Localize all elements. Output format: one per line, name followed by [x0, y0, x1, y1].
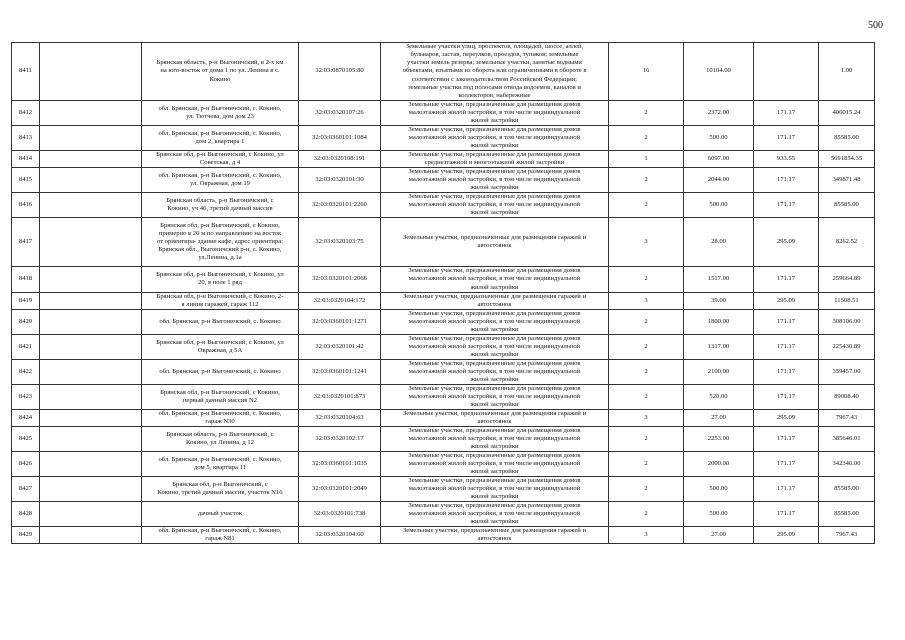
table-row: [12, 292, 875, 309]
row-number: 8429: [12, 527, 40, 544]
group-cell: 2: [609, 168, 684, 193]
area-cell: 2000.00: [684, 452, 754, 477]
address-cell: Брянская обл, р-н Выгоничский, с Кокино, ул 20, в поле 1 ряд: [142, 267, 299, 292]
row-number: 8416: [12, 193, 40, 218]
table-row: [12, 477, 875, 502]
group-cell: 2: [609, 359, 684, 384]
area-cell: 27.00: [684, 527, 754, 544]
group-cell: 2: [609, 427, 684, 452]
empty-cell: [40, 151, 142, 168]
empty-cell: [40, 409, 142, 426]
land-use-cell: Земельные участки, предназначенные для размещения домов малоэтажной жилой застройки, в том числе индивидуальной жилой застройки: [381, 477, 609, 502]
rate-cell: [754, 43, 819, 101]
rate-cell: 171.17: [754, 427, 819, 452]
empty-cell: [40, 168, 142, 193]
group-cell: 2: [609, 309, 684, 334]
land-use-cell: Земельные участки, предназначенные для размещения домов малоэтажной жилой застройки, в том числе индивидуальной жилой застройки: [381, 359, 609, 384]
rate-cell: 171.17: [754, 193, 819, 218]
cadastral-number-cell: 32:03:0360101:1084: [299, 126, 381, 151]
cadastral-number-cell: 32:03:0320104:60: [299, 527, 381, 544]
row-number: 8427: [12, 477, 40, 502]
land-use-cell: Земельные участки, предназначенные для размещения домов малоэтажной жилой застройки, в том числе индивидуальной жилой застройки: [381, 502, 609, 527]
cadastral-value-cell: 7967.43: [819, 527, 875, 544]
group-cell: 2: [609, 452, 684, 477]
area-cell: 2100.00: [684, 359, 754, 384]
table-row: [12, 218, 875, 267]
cadastral-value-cell: 349871.48: [819, 168, 875, 193]
table-row: [12, 452, 875, 477]
table-row: [12, 43, 875, 101]
cadastral-number-cell: 32:03:0360101:1241: [299, 359, 381, 384]
rate-cell: 295.09: [754, 292, 819, 309]
land-use-cell: Земельные участки, предназначенные для размещения домов среднеэтажной и многоэтажной жилой застройки: [381, 151, 609, 168]
address-cell: Брянская область, р-н Выгоничский, в 2-х км на юго-восток от дома 1 по ул. Ленина в с. Кокино: [142, 43, 299, 101]
cadastral-value-cell: 85585.00: [819, 502, 875, 527]
empty-cell: [40, 218, 142, 267]
land-registry-table: [11, 42, 875, 544]
table-row: [12, 101, 875, 126]
cadastral-number-cell: 32:03:0360101:1271: [299, 309, 381, 334]
group-cell: 2: [609, 477, 684, 502]
area-cell: 500.00: [684, 477, 754, 502]
empty-cell: [40, 193, 142, 218]
rate-cell: 295.09: [754, 218, 819, 267]
area-cell: 2372.00: [684, 101, 754, 126]
cadastral-number-cell: 32:03:0320101:873: [299, 384, 381, 409]
empty-cell: [40, 101, 142, 126]
address-cell: обл. Брянская, р-н Выгоничский, с. Кокино, ул. Овражная, дом 19: [142, 168, 299, 193]
rate-cell: 171.17: [754, 334, 819, 359]
land-use-cell: Земельные участки, предназначенные для размещения гаражей и автостоянок: [381, 218, 609, 267]
table-row: [12, 359, 875, 384]
land-use-cell: Земельные участки, предназначенные для размещения гаражей и автостоянок: [381, 409, 609, 426]
land-use-cell: Земельные участки, предназначенные для размещения гаражей и автостоянок: [381, 292, 609, 309]
cadastral-value-cell: 342340.00: [819, 452, 875, 477]
area-cell: 28.00: [684, 218, 754, 267]
row-number: 8417: [12, 218, 40, 267]
address-cell: обл. Брянская, р-н Выгоничский, с. Кокино: [142, 309, 299, 334]
group-cell: 2: [609, 267, 684, 292]
group-cell: 16: [609, 43, 684, 101]
rate-cell: 171.17: [754, 359, 819, 384]
land-use-cell: Земельные участки, предназначенные для размещения домов малоэтажной жилой застройки, в том числе индивидуальной жилой застройки: [381, 168, 609, 193]
row-number: 8421: [12, 334, 40, 359]
address-cell: Брянская обл, р-н Выгоничский, с Кокино, третий дачный массив, участок N16: [142, 477, 299, 502]
row-number: 8423: [12, 384, 40, 409]
empty-cell: [40, 359, 142, 384]
area-cell: 2044.00: [684, 168, 754, 193]
row-number: 8412: [12, 101, 40, 126]
cadastral-value-cell: 8262.52: [819, 218, 875, 267]
address-cell: Брянская обл, р-н Выгоничский, с Кокино, ул Советская, д 4: [142, 151, 299, 168]
rate-cell: 295.09: [754, 527, 819, 544]
land-use-cell: Земельные участки, предназначенные для размещения гаражей и автостоянок: [381, 527, 609, 544]
row-number: 8428: [12, 502, 40, 527]
cadastral-value-cell: 89008.40: [819, 384, 875, 409]
table-row: [12, 384, 875, 409]
cadastral-number-cell: 32:03:0320101:2049: [299, 477, 381, 502]
address-cell: Брянская область, р-н Выгоничский, с Кокино, уч 46, третий дачный массив: [142, 193, 299, 218]
address-cell: дачный участок: [142, 502, 299, 527]
table-body: [12, 43, 875, 544]
cadastral-value-cell: 85585.00: [819, 477, 875, 502]
cadastral-number-cell: 32:03:0870105:80: [299, 43, 381, 101]
table-row: [12, 151, 875, 168]
address-cell: обл. Брянская, р-н Выгоничский, с. Кокино: [142, 359, 299, 384]
area-cell: 2253.00: [684, 427, 754, 452]
empty-cell: [40, 527, 142, 544]
rate-cell: 171.17: [754, 502, 819, 527]
empty-cell: [40, 384, 142, 409]
land-use-cell: Земельные участки улиц, проспектов, площадей, шоссе, аллей, бульваров, застав, переулков, проездов, тупиков; земельные участки земель резерва; земельные участки, занятые водными объектами, изъятыми из оборота или ограниченными в обороте в соответствии с законодательством Российской Федерации; земельные участки под полосами отвода водоемов, каналов и коллекторов, набережные: [381, 43, 609, 101]
area-cell: 500.00: [684, 502, 754, 527]
area-cell: 500.00: [684, 126, 754, 151]
address-cell: Брянская обл, р-н Выгоничский, с Кокино, первый дачный массив N2: [142, 384, 299, 409]
group-cell: 3: [609, 292, 684, 309]
group-cell: 3: [609, 409, 684, 426]
table-row: [12, 309, 875, 334]
land-use-cell: Земельные участки, предназначенные для размещения домов малоэтажной жилой застройки, в том числе индивидуальной жилой застройки: [381, 101, 609, 126]
row-number: 8419: [12, 292, 40, 309]
cadastral-number-cell: 32:03:0360101:1035: [299, 452, 381, 477]
table-row: [12, 527, 875, 544]
cadastral-number-cell: 32:03:0320102:17: [299, 427, 381, 452]
group-cell: 3: [609, 218, 684, 267]
area-cell: 1517.00: [684, 267, 754, 292]
table-row: [12, 502, 875, 527]
cadastral-number-cell: 32:03:0320101:42: [299, 334, 381, 359]
cadastral-value-cell: 308106.00: [819, 309, 875, 334]
address-cell: обл. Брянская, р-н Выгоничский, с. Кокино, ул. Тютчева, дом дом 23: [142, 101, 299, 126]
group-cell: 2: [609, 502, 684, 527]
empty-cell: [40, 334, 142, 359]
row-number: 8418: [12, 267, 40, 292]
empty-cell: [40, 267, 142, 292]
table-row: [12, 168, 875, 193]
group-cell: 2: [609, 193, 684, 218]
land-use-cell: Земельные участки, предназначенные для размещения домов малоэтажной жилой застройки, в том числе индивидуальной жилой застройки: [381, 427, 609, 452]
rate-cell: 171.17: [754, 477, 819, 502]
empty-cell: [40, 309, 142, 334]
rate-cell: 171.17: [754, 309, 819, 334]
table-row: [12, 267, 875, 292]
area-cell: 6097.00: [684, 151, 754, 168]
rate-cell: 171.17: [754, 384, 819, 409]
cadastral-number-cell: 32:03:0320108:191: [299, 151, 381, 168]
cadastral-value-cell: 7967.43: [819, 409, 875, 426]
cadastral-value-cell: 5691854.35: [819, 151, 875, 168]
row-number: 8426: [12, 452, 40, 477]
table-row: [12, 126, 875, 151]
area-cell: 1800.00: [684, 309, 754, 334]
cadastral-number-cell: 32:03:0320103:75: [299, 218, 381, 267]
land-use-cell: Земельные участки, предназначенные для размещения домов малоэтажной жилой застройки, в том числе индивидуальной жилой застройки: [381, 309, 609, 334]
area-cell: 520.00: [684, 384, 754, 409]
land-use-cell: Земельные участки, предназначенные для размещения домов малоэтажной жилой застройки, в том числе индивидуальной жилой застройки: [381, 384, 609, 409]
table-row: [12, 334, 875, 359]
cadastral-value-cell: 385646.01: [819, 427, 875, 452]
area-cell: 27.00: [684, 409, 754, 426]
address-cell: Брянская область, р-н Выгоничский, с Кокино, ул Ленина, д 12: [142, 427, 299, 452]
cadastral-value-cell: 11508.51: [819, 292, 875, 309]
empty-cell: [40, 477, 142, 502]
cadastral-number-cell: 32:03:0320107:26: [299, 101, 381, 126]
address-cell: Брянская обл, р-н Выгоничский, с Кокино, примерно в 20 м по направлению на восток от ориентира- здание кафе, адрес ориентира: Брянская обл., Выгоничский р-н, с. Кокино, ул.Ленина, д.1а: [142, 218, 299, 267]
cadastral-value-cell: 85585.00: [819, 193, 875, 218]
empty-cell: [40, 292, 142, 309]
row-number: 8425: [12, 427, 40, 452]
group-cell: 1: [609, 151, 684, 168]
address-cell: обл. Брянская, р-н Выгоничский, с. Кокино, гараж N81: [142, 527, 299, 544]
row-number: 8422: [12, 359, 40, 384]
table-row: [12, 409, 875, 426]
rate-cell: 171.17: [754, 101, 819, 126]
cadastral-number-cell: 32:03:0320101:30: [299, 168, 381, 193]
area-cell: 500.00: [684, 193, 754, 218]
empty-cell: [40, 126, 142, 151]
group-cell: 2: [609, 126, 684, 151]
empty-cell: [40, 43, 142, 101]
cadastral-number-cell: 32:03:0320101:2260: [299, 193, 381, 218]
table-row: [12, 427, 875, 452]
land-use-cell: Земельные участки, предназначенные для размещения домов малоэтажной жилой застройки, в том числе индивидуальной жилой застройки: [381, 334, 609, 359]
address-cell: обл. Брянская, р-н Выгоничский, с. Кокино, дом 5, квартира 11: [142, 452, 299, 477]
rate-cell: 171.17: [754, 267, 819, 292]
address-cell: Брянская обл, р-н Выгоничский, с Кокино, 2- я линия гаражей, гараж 112: [142, 292, 299, 309]
land-use-cell: Земельные участки, предназначенные для размещения домов малоэтажной жилой застройки, в том числе индивидуальной жилой застройки: [381, 267, 609, 292]
rate-cell: 171.17: [754, 168, 819, 193]
land-use-cell: Земельные участки, предназначенные для размещения домов малоэтажной жилой застройки, в том числе индивидуальной жилой застройки: [381, 126, 609, 151]
row-number: 8415: [12, 168, 40, 193]
rate-cell: 171.17: [754, 452, 819, 477]
land-use-cell: Земельные участки, предназначенные для размещения домов малоэтажной жилой застройки, в том числе индивидуальной жилой застройки: [381, 193, 609, 218]
empty-cell: [40, 452, 142, 477]
group-cell: 2: [609, 384, 684, 409]
rate-cell: 295.09: [754, 409, 819, 426]
row-number: 8424: [12, 409, 40, 426]
cadastral-number-cell: 32:03:0320101:738: [299, 502, 381, 527]
page-number: 500: [868, 20, 883, 31]
cadastral-number-cell: 32:03:0320104:172: [299, 292, 381, 309]
area-cell: 1317.00: [684, 334, 754, 359]
cadastral-value-cell: 225430.89: [819, 334, 875, 359]
area-cell: 39.00: [684, 292, 754, 309]
cadastral-value-cell: 1.00: [819, 43, 875, 101]
address-cell: Брянская обл, р-н Выгоничский, с Кокино, ул Овражная, д 5А: [142, 334, 299, 359]
group-cell: 2: [609, 334, 684, 359]
row-number: 8414: [12, 151, 40, 168]
group-cell: 3: [609, 527, 684, 544]
address-cell: обл. Брянская, р-н Выгоничский, с. Кокино, дом 2, квартира 1: [142, 126, 299, 151]
empty-cell: [40, 502, 142, 527]
cadastral-value-cell: 259664.89: [819, 267, 875, 292]
rate-cell: 933.55: [754, 151, 819, 168]
table-row: [12, 193, 875, 218]
cadastral-value-cell: 406015.24: [819, 101, 875, 126]
cadastral-value-cell: 85585.00: [819, 126, 875, 151]
cadastral-number-cell: 32:03:0320104:63: [299, 409, 381, 426]
group-cell: 2: [609, 101, 684, 126]
row-number: 8413: [12, 126, 40, 151]
area-cell: 10104.00: [684, 43, 754, 101]
cadastral-number-cell: 32:03:0320101:2066: [299, 267, 381, 292]
cadastral-value-cell: 359457.00: [819, 359, 875, 384]
row-number: 8420: [12, 309, 40, 334]
address-cell: обл. Брянская, р-н Выгоничский, с. Кокино, гараж N30: [142, 409, 299, 426]
land-use-cell: Земельные участки, предназначенные для размещения домов малоэтажной жилой застройки, в том числе индивидуальной жилой застройки: [381, 452, 609, 477]
row-number: 8411: [12, 43, 40, 101]
empty-cell: [40, 427, 142, 452]
rate-cell: 171.17: [754, 126, 819, 151]
